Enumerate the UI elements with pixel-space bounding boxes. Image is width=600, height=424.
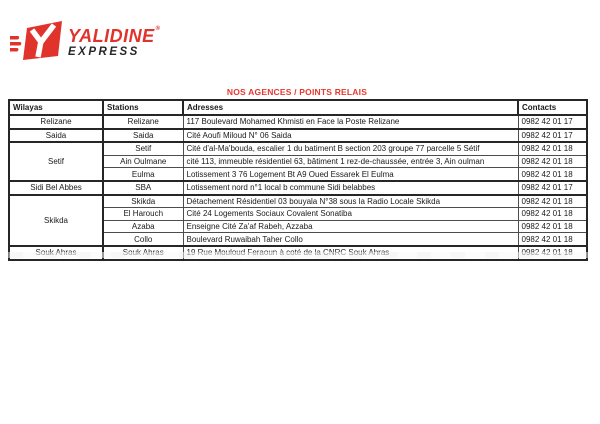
adresse-cell: Cité d'al-Ma'bouda, escalier 1 du batiment B section 203 groupe 77 parcelle 5 Sétif [183, 142, 518, 155]
logo-text [68, 27, 160, 59]
contact-cell: 0982 42 01 18 [518, 220, 587, 233]
adresse-cell: Enseigne Cité Za'af Rabeh, Azzaba [183, 220, 518, 233]
wilaya-cell: Sidi Bel Abbes [9, 181, 103, 195]
contact-cell: 0982 42 01 18 [518, 155, 587, 168]
contact-cell: 0982 42 01 18 [518, 168, 587, 181]
station-cell: Ain Oulmane [103, 155, 183, 168]
adresse-cell: Cité Aoufi Miloud N° 06 Saida [183, 129, 518, 143]
header-contacts: Contacts [518, 100, 587, 115]
table-row [9, 142, 587, 155]
contact-cell: 0982 42 01 18 [518, 195, 587, 208]
contact-cell: 0982 42 01 17 [518, 115, 587, 129]
table-row [9, 115, 587, 129]
contact-cell: 0982 42 01 18 [518, 233, 587, 246]
adresse-cell: Cité 24 Logements Sociaux Covalent Sonatiba [183, 208, 518, 221]
station-cell: Skikda [103, 195, 183, 208]
adresse-cell: 117 Boulevard Mohamed Khmisti en Face la Poste Relizane [183, 115, 518, 129]
header-wilayas: Wilayas [9, 100, 103, 115]
adresse-cell: Lotissement nord n°1 local b commune Sidi belabbes [183, 181, 518, 195]
station-cell: Azaba [103, 220, 183, 233]
wilaya-cell: Skikda [9, 195, 103, 246]
adresse-cell: Boulevard Ruwaibah Taher Collo [183, 233, 518, 246]
adresse-cell: cité 113, immeuble résidentiel 63, bâtiment 1 rez-de-chaussée, entrée 3, Ain oulman [183, 155, 518, 168]
station-cell: Saida [103, 129, 183, 143]
table-row [9, 129, 587, 143]
agencies-table-container [8, 99, 586, 261]
header-stations: Stations [103, 100, 183, 115]
station-cell: Setif [103, 142, 183, 155]
contact-cell: 0982 42 01 18 [518, 142, 587, 155]
adresse-cell: Détachement Résidentiel 03 bouyala N°38 sous la Radio Locale Skikda [183, 195, 518, 208]
registered-mark: ® [155, 26, 161, 33]
contact-cell: 0982 42 01 17 [518, 181, 587, 195]
table-row [9, 195, 587, 208]
station-cell: Collo [103, 233, 183, 246]
yalidine-arrow-envelope-icon [10, 17, 64, 67]
station-cell: Eulma [103, 168, 183, 181]
brand-subtitle: EXPRESS [68, 46, 140, 59]
wilaya-cell: Setif [9, 142, 103, 181]
wilaya-cell: Relizane [9, 115, 103, 129]
yalidine-logo [10, 17, 160, 67]
table-row [9, 181, 587, 195]
contact-cell: 0982 42 01 18 [518, 208, 587, 221]
agencies-table [8, 99, 588, 261]
brand-name: YALIDINE [68, 26, 155, 47]
station-cell: Relizane [103, 115, 183, 129]
station-cell: El Harouch [103, 208, 183, 221]
wilaya-cell: Saida [9, 129, 103, 143]
header-adresses: Adresses [183, 100, 518, 115]
adresse-cell: Lotissement 3 76 Logement Bt A9 Oued Essarek El Eulma [183, 168, 518, 181]
table-header-row [9, 100, 587, 115]
contact-cell: 0982 42 01 17 [518, 129, 587, 143]
page-title: NOS AGENCES / POINTS RELAIS [226, 87, 368, 97]
table-cutoff-row [8, 252, 588, 258]
station-cell: SBA [103, 181, 183, 195]
